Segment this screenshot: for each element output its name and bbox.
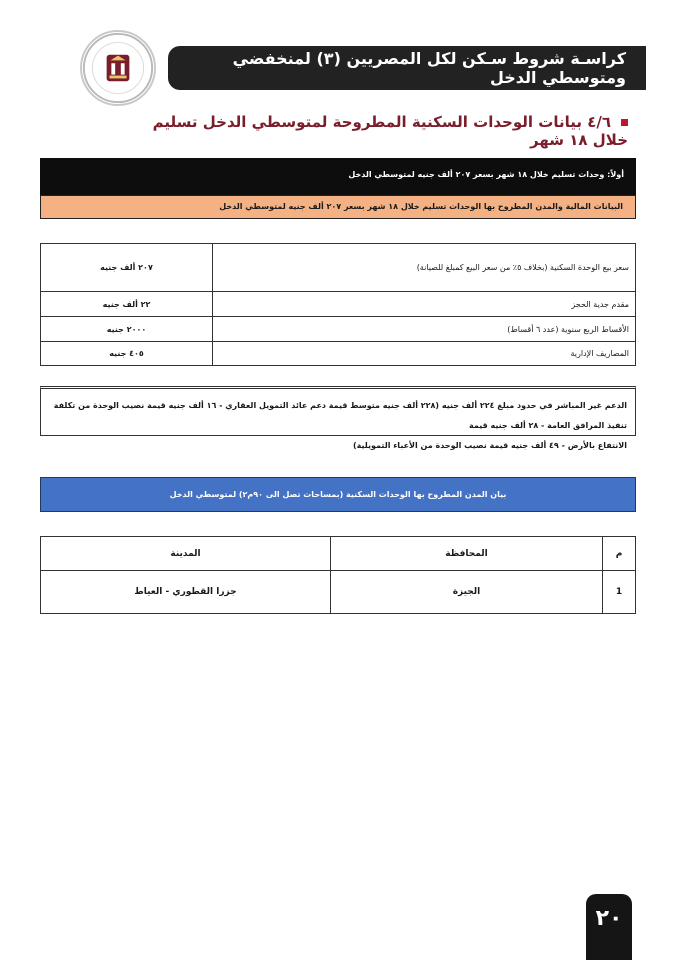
page-number: ٢٠ [586, 894, 632, 960]
financial-table [40, 243, 636, 366]
ministry-housing-logo-icon [82, 32, 154, 104]
subsidy-note-line: الدعم غير المباشر في حدود مبلغ ٢٢٤ ألف جنيه (٢٢٨ ألف جنيه متوسط قيمة دعم عائد التمويل العقاري - ١٦ ألف جنيه قيمة نصيب الوحدة من تكلفة تنفيذ المرافق العامة - ٢٨ ألف جنيه قيمة [53, 401, 627, 430]
cities-blue-header: بيان المدن المطروح بها الوحدات السكنية (بمساحات تصل الى ٩٠م٢) لمتوسطي الدخل [40, 477, 636, 512]
section-heading [120, 113, 628, 149]
header-no: م [603, 537, 636, 571]
cell-city: جزرا القطوري - العياط [41, 571, 331, 614]
table-row [41, 244, 636, 292]
financial-label: المصاريف الإدارية [213, 342, 636, 366]
table-row [41, 292, 636, 317]
header-governorate: المحافظة [331, 537, 603, 571]
ministry-logo [80, 30, 156, 106]
table-row [41, 342, 636, 366]
financial-value: ٢٠٧ ألف جنيه [41, 244, 213, 292]
bullet-icon [621, 119, 628, 126]
units-black-header: أولاً: وحدات تسليم خلال ١٨ شهر بسعر ٢٠٧ ألف جنيه لمتوسطي الدخل [40, 158, 636, 195]
subsidy-note [40, 386, 636, 450]
document-banner-title: كراسـة شروط سـكن لكل المصريين (٣) لمنخفضي ومتوسطي الدخل [168, 46, 646, 90]
section-heading-text: ٤/٦ بيانات الوحدات السكنية المطروحة لمتوسطي الدخل تسليم خلال ١٨ شهر [152, 113, 628, 149]
financial-label: سعر بيع الوحدة السكنية (بخلاف ٥٪ من سعر البيع كمبلغ للصيانة) [213, 244, 636, 292]
financial-value: ٤٠٥ جنيه [41, 342, 213, 366]
table-row [41, 317, 636, 342]
financial-value: ٢٠٠٠ جنيه [41, 317, 213, 342]
cell-governorate: الجيزة [331, 571, 603, 614]
header-city: المدينة [41, 537, 331, 571]
financial-value: ٢٢ ألف جنيه [41, 292, 213, 317]
table-row [41, 571, 636, 614]
table-header-row [41, 537, 636, 571]
subsidy-note-line: الانتفاع بالأرض - ٤٩ ألف جنيه قيمة نصيب الوحدة من الأعباء التمويلية) [353, 441, 627, 450]
financial-label: مقدم جدية الحجز [213, 292, 636, 317]
financial-label: الأقساط الربع سنوية (عدد ٦ أقساط) [213, 317, 636, 342]
units-orange-subheader: البيانات المالية والمدن المطروح بها الوحدات تسليم خلال ١٨ شهر بسعر ٢٠٧ ألف جنيه لمتوسطي الدخل [40, 195, 636, 219]
cities-table [40, 536, 636, 614]
cell-no: 1 [603, 571, 636, 614]
